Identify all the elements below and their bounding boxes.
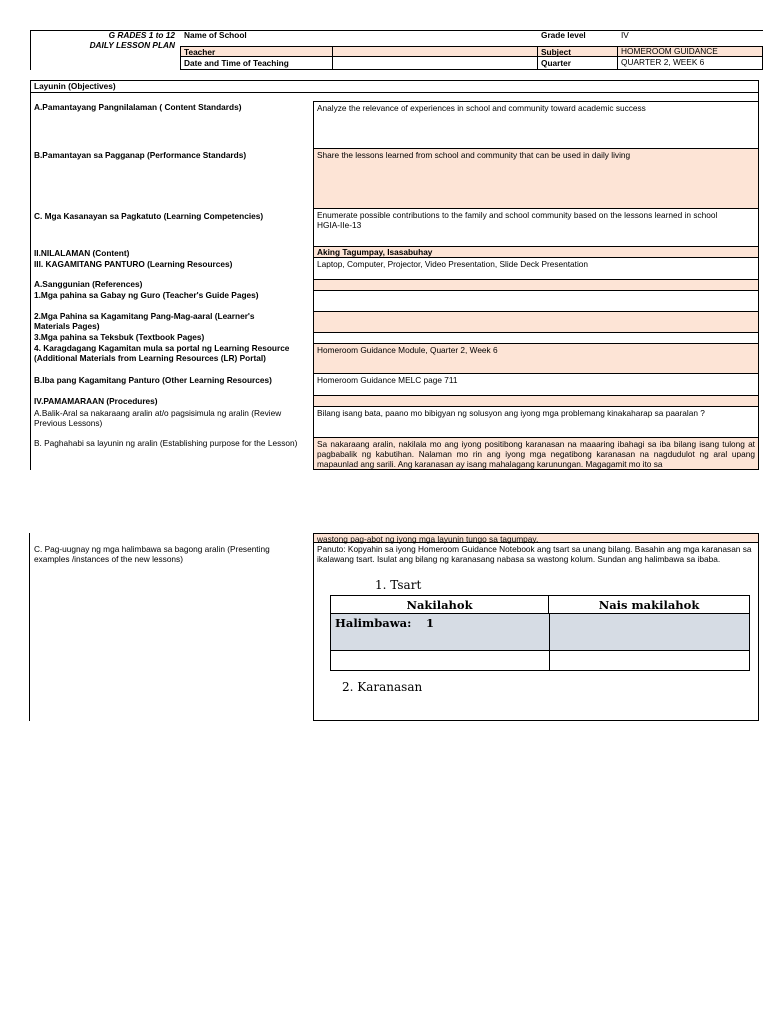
subject-label: Subject bbox=[541, 47, 571, 57]
purpose-value: Sa nakaraang aralin, nakilala mo ang iyong positibong karanasan na maaaring ibahagi sa iba bilang isang tulong at pagbabalik ng kabutihan. Nalaman mo rin ang iyong mga negatibong karanasan na nagdudulot ng aral upang mapaunlad ang sarili. Ang karanasan ay isang mahalagang karunungan. Magagamit mo ito sa bbox=[317, 439, 755, 470]
experience-chart bbox=[330, 595, 750, 671]
teacher-label: Teacher bbox=[184, 47, 216, 57]
school-name-label: Name of School bbox=[184, 30, 247, 40]
date-time-label: Date and Time of Teaching bbox=[184, 58, 289, 68]
purpose-label: B. Paghahabi sa layunin ng aralin (Establishing purpose for the Lesson) bbox=[34, 438, 298, 448]
tg-pages-label: 1.Mga pahina sa Gabay ng Guro (Teacher's Guide Pages) bbox=[34, 290, 259, 300]
content-cell[interactable] bbox=[313, 247, 759, 258]
quarter-label: Quarter bbox=[541, 58, 571, 68]
lr-portal-value: Homeroom Guidance Module, Quarter 2, Week 6 bbox=[317, 345, 498, 355]
purpose-cell[interactable] bbox=[313, 438, 759, 470]
divider bbox=[332, 46, 333, 57]
resources-label: III. KAGAMITANG PANTURO (Learning Resources) bbox=[34, 259, 233, 269]
review-label: A.Balik-Aral sa nakaraang aralin at/o pagsisimula ng aralin (Review Previous Lessons) bbox=[34, 408, 282, 429]
grade-level-label: Grade level bbox=[541, 30, 586, 40]
other-resources-value: Homeroom Guidance MELC page 711 bbox=[317, 375, 458, 385]
other-resources-label: B.Iba pang Kagamitang Panturo (Other Learning Resources) bbox=[34, 375, 272, 385]
chart-example-value: 1 bbox=[426, 616, 435, 630]
content-label: II.NILALAMAN (Content) bbox=[34, 248, 130, 258]
chart-empty-row[interactable] bbox=[331, 652, 749, 670]
content-standards-value: Analyze the relevance of experiences in school and community toward academic success bbox=[317, 103, 646, 113]
experiences-heading: 2. Karanasan bbox=[342, 680, 423, 694]
chart-column-header: Nakilahok bbox=[331, 596, 549, 614]
examples-label: C. Pag-uugnay ng mga halimbawa sa bagong aralin (Presenting examples /instances of the new lessons) bbox=[34, 544, 270, 565]
content-value: Aking Tagumpay, Isasabuhay bbox=[317, 247, 433, 257]
chart-column-header: Nais makilahok bbox=[549, 596, 749, 614]
procedures-heading: IV.PAMAMARAAN (Procedures) bbox=[34, 396, 158, 406]
lm-pages-label: 2.Mga Pahina sa Kagamitang Pang-Mag-aaral (Learner's Materials Pages) bbox=[34, 311, 255, 332]
resources-cell[interactable] bbox=[313, 258, 759, 280]
tb-pages-cell[interactable] bbox=[313, 333, 759, 344]
divider bbox=[332, 57, 333, 70]
performance-standards-value: Share the lessons learned from school and community that can be used in daily living bbox=[317, 150, 631, 160]
tb-pages-label: 3.Mga pahina sa Teksbuk (Textbook Pages) bbox=[34, 332, 205, 342]
subject-value[interactable]: HOMEROOM GUIDANCE bbox=[621, 46, 718, 56]
competencies-code: HGIA-IIe-13 bbox=[317, 220, 362, 231]
quarter-value[interactable]: QUARTER 2, WEEK 6 bbox=[621, 57, 705, 67]
purpose-continued-cell[interactable] bbox=[313, 533, 759, 543]
lr-portal-cell[interactable] bbox=[313, 344, 759, 374]
references-label: A.Sanggunian (References) bbox=[34, 279, 143, 289]
references-cell[interactable] bbox=[313, 280, 759, 291]
other-resources-cell[interactable] bbox=[313, 374, 759, 396]
objectives-divider bbox=[30, 92, 759, 93]
plan-title-line1: G RADES 1 to 12 bbox=[108, 30, 175, 40]
review-cell[interactable] bbox=[313, 407, 759, 438]
performance-standards-label: B.Pamantayan sa Pagganap (Performance Standards) bbox=[34, 150, 247, 160]
plan-title-line2: DAILY LESSON PLAN bbox=[89, 40, 175, 50]
objectives-heading: Layunin (Objectives) bbox=[34, 81, 116, 91]
chart-example-label: Halimbawa: bbox=[335, 616, 412, 630]
examples-left-border bbox=[29, 533, 30, 721]
chart-heading: 1. Tsart bbox=[375, 578, 422, 592]
review-value: Bilang isang bata, paano mo bibigyan ng solusyon ang iyong mga problemang kinakaharap sa paaralan ? bbox=[317, 408, 705, 418]
competencies-label: C. Mga Kasanayan sa Pagkatuto (Learning Competencies) bbox=[34, 211, 264, 221]
resources-value: Laptop, Computer, Projector, Video Presentation, Slide Deck Presentation bbox=[317, 259, 589, 269]
content-standards-label: A.Pamantayang Pangnilalaman ( Content Standards) bbox=[34, 102, 242, 112]
lm-pages-cell[interactable] bbox=[313, 312, 759, 333]
content-standards-cell[interactable] bbox=[313, 101, 759, 149]
grade-level-value[interactable]: IV bbox=[621, 30, 629, 40]
competencies-cell[interactable] bbox=[313, 209, 759, 247]
examples-cell[interactable] bbox=[313, 543, 759, 721]
performance-standards-cell[interactable] bbox=[313, 149, 759, 209]
competencies-value: Enumerate possible contributions to the family and school community based on the lessons learned in school bbox=[317, 210, 718, 220]
tg-pages-cell[interactable] bbox=[313, 291, 759, 312]
lr-portal-label: 4. Karagdagang Kagamitan mula sa portal ng Learning Resource (Additional Materials from Learning Resources (LR) Portal) bbox=[34, 343, 290, 364]
procedures-heading-cell bbox=[313, 396, 759, 407]
examples-value: Panuto: Kopyahin sa iyong Homeroom Guidance Notebook ang tsart sa unang bilang. Basahin ang mga karanasan sa ikalawang tsart. Isulat ang bilang ng karanasang nabasa sa wastong kolum. Sundan ang halimbawa sa ibaba. bbox=[317, 544, 752, 565]
purpose-continued-value: wastong pag-abot ng iyong mga layunin tungo sa tagumpay. bbox=[317, 534, 539, 544]
